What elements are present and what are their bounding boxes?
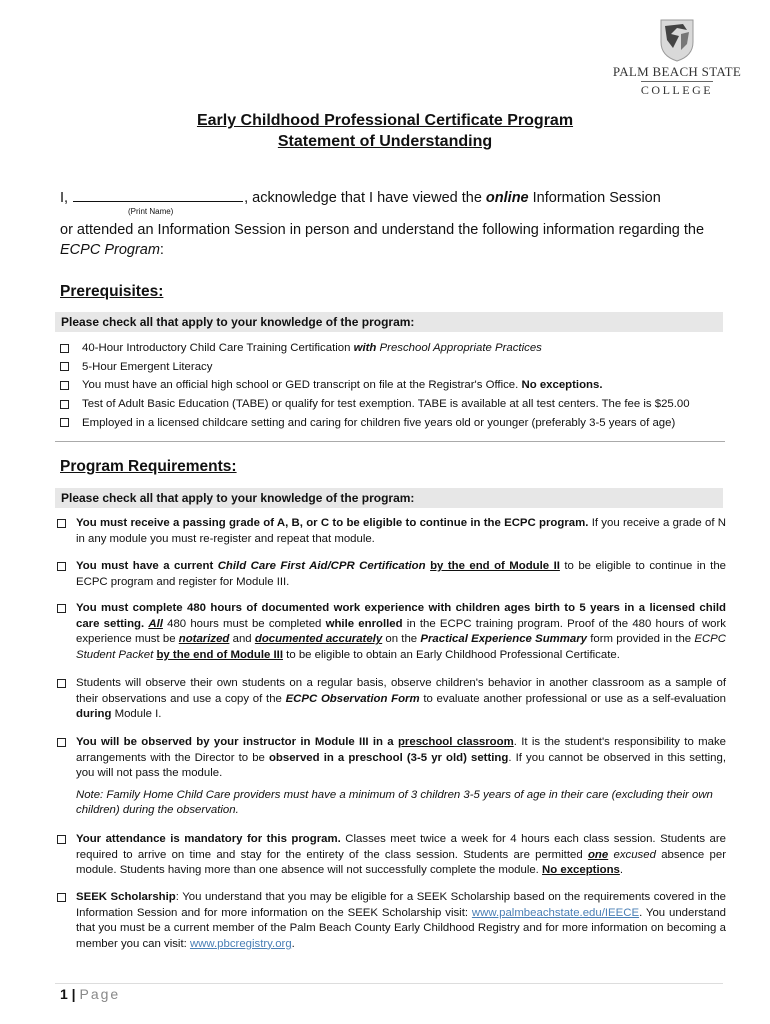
college-crest-icon — [657, 18, 697, 62]
prerequisites-instruction: Please check all that apply to your knowledge of the program: — [55, 312, 723, 332]
footer-divider — [55, 983, 723, 984]
ieece-link[interactable]: www.palmbeachstate.edu/IEECE — [471, 906, 640, 919]
list-item — [60, 395, 730, 414]
checkbox[interactable] — [60, 400, 69, 409]
requirement-3: You must complete 480 hours of documented work experience with children ages birth to 5 years in a licensed child care setting. All 480 hours must be completed while enrolled in the ECPC training program. Proof of the 480 hours of work experience must be notarized and documented accurately on the Practical Experience Summary form provided in the ECPC Student Packet by the end of Module III to be eligible to obtain an Early Childhood Professional Certificate. — [76, 602, 726, 661]
section-divider — [55, 441, 725, 442]
intro-line-2 — [60, 220, 720, 260]
checkbox[interactable] — [60, 362, 69, 371]
checkbox[interactable] — [57, 604, 66, 613]
footer-separator: | — [67, 986, 80, 1002]
intro-ecpc-program: ECPC Program — [60, 242, 160, 258]
checkbox[interactable] — [60, 418, 69, 427]
checkbox[interactable] — [57, 519, 66, 528]
name-blank-field[interactable] — [73, 188, 243, 202]
print-name-label: (Print Name) — [128, 207, 174, 216]
document-subtitle: Statement of Understanding — [277, 133, 493, 150]
page-number: 1 — [60, 986, 68, 1002]
intro-i: I, — [60, 190, 69, 206]
requirement-6: Your attendance is mandatory for this program. Classes meet twice a week for 4 hours each class session. Students are required to arrive on time and stay for the entirety of the class session. Students are permitted one excused absence per module. Students having more than one absence will not successfully complete the module. No exceptions. — [76, 833, 726, 877]
checkbox[interactable] — [57, 562, 66, 571]
list-item — [60, 339, 730, 358]
page-label: Page — [79, 986, 121, 1002]
list-item — [57, 516, 727, 547]
logo-subtitle: COLLEGE — [640, 83, 714, 97]
prereq-item-5: Employed in a licensed childcare setting and caring for children five years old or younger (preferably 3-5 years of age) — [82, 416, 676, 429]
list-item — [60, 413, 730, 432]
checkbox[interactable] — [60, 344, 69, 353]
intro-line-1 — [60, 188, 720, 208]
intro-session-text: Information Session — [528, 190, 661, 206]
college-logo — [612, 18, 742, 110]
intro-colon: : — [159, 242, 164, 258]
prereq-item-1: 40-Hour Introductory Child Care Training Certification with Preschool Appropriate Practices — [82, 342, 542, 355]
document-title: Early Childhood Professional Certificate Program — [196, 112, 574, 129]
list-item — [57, 735, 727, 819]
prerequisites-list — [60, 339, 730, 432]
requirement-4: Students will observe their own students on a regular basis, observe children's behavior in another classroom as a sample of their observations and use a copy of the ECPC Observation Form to evaluate another professional or use as a self-evaluation during Module I. — [76, 677, 726, 721]
prereq-item-4: Test of Adult Basic Education (TABE) or qualify for test exemption. TABE is available at all test centers. The fee is $25.00 — [82, 398, 690, 411]
requirement-5: You will be observed by your instructor in Module III in a preschool classroom. It is the student's responsibility to make arrangements with the Director to be observed in a preschool (3-5 yr old) setting. If you cannot be observed in this setting, you will not pass the module. Note: Family Home Child Care providers must have a minimum of 3 children 3-5 years of age in their care (excluding their own children) during the observation. — [76, 736, 726, 817]
intro-line2-text: or attended an Information Session in person and understand the following information regarding the — [60, 222, 705, 238]
list-item — [57, 890, 727, 952]
list-item — [57, 676, 727, 723]
list-item — [60, 358, 730, 377]
requirement-2: You must have a current Child Care First Aid/CPR Certification by the end of Module II to be eligible to continue in the ECPC program and register for Module III. — [76, 560, 727, 588]
page-footer — [60, 986, 120, 1002]
list-item — [57, 601, 727, 663]
prereq-item-2: 5-Hour Emergent Literacy — [82, 360, 213, 373]
checkbox[interactable] — [57, 679, 66, 688]
intro-online: online — [485, 190, 529, 206]
requirements-heading: Program Requirements: — [60, 458, 237, 475]
list-item — [60, 376, 730, 395]
checkbox[interactable] — [60, 381, 69, 390]
checkbox[interactable] — [57, 835, 66, 844]
requirements-instruction: Please check all that apply to your knowledge of the program: — [55, 488, 723, 508]
logo-name: PALM BEACH STATE — [612, 64, 742, 79]
list-item — [57, 559, 727, 590]
checkbox[interactable] — [57, 893, 66, 902]
checkbox[interactable] — [57, 738, 66, 747]
intro-ack-text: , acknowledge that I have viewed the — [244, 190, 486, 206]
requirement-7: SEEK Scholarship: You understand that you may be eligible for a SEEK Scholarship based on the requirements covered in the Information Session and for more information on the SEEK Scholarship visit: www.palmbeachstate.edu/IEECE. You understand that you must be a current member of the Palm Beach County Early Childhood Registry and for more information on becoming a member you can visit: www.pbcregistry.org. — [76, 891, 726, 950]
requirement-5-note: Note: Family Home Child Care providers must have a minimum of 3 children 3-5 years of age in their care (excluding their own children) during the observation. — [76, 788, 713, 817]
prereq-item-3: You must have an official high school or GED transcript on file at the Registrar's Office. No exceptions. — [82, 379, 603, 392]
pbcregistry-link[interactable]: www.pbcregistry.org — [189, 937, 292, 950]
requirement-1: You must receive a passing grade of A, B, or C to be eligible to continue in the ECPC program. If you receive a grade of N in any module you must re-register and repeat that module. — [76, 517, 727, 545]
list-item — [57, 832, 727, 879]
prerequisites-heading: Prerequisites: — [60, 283, 164, 300]
